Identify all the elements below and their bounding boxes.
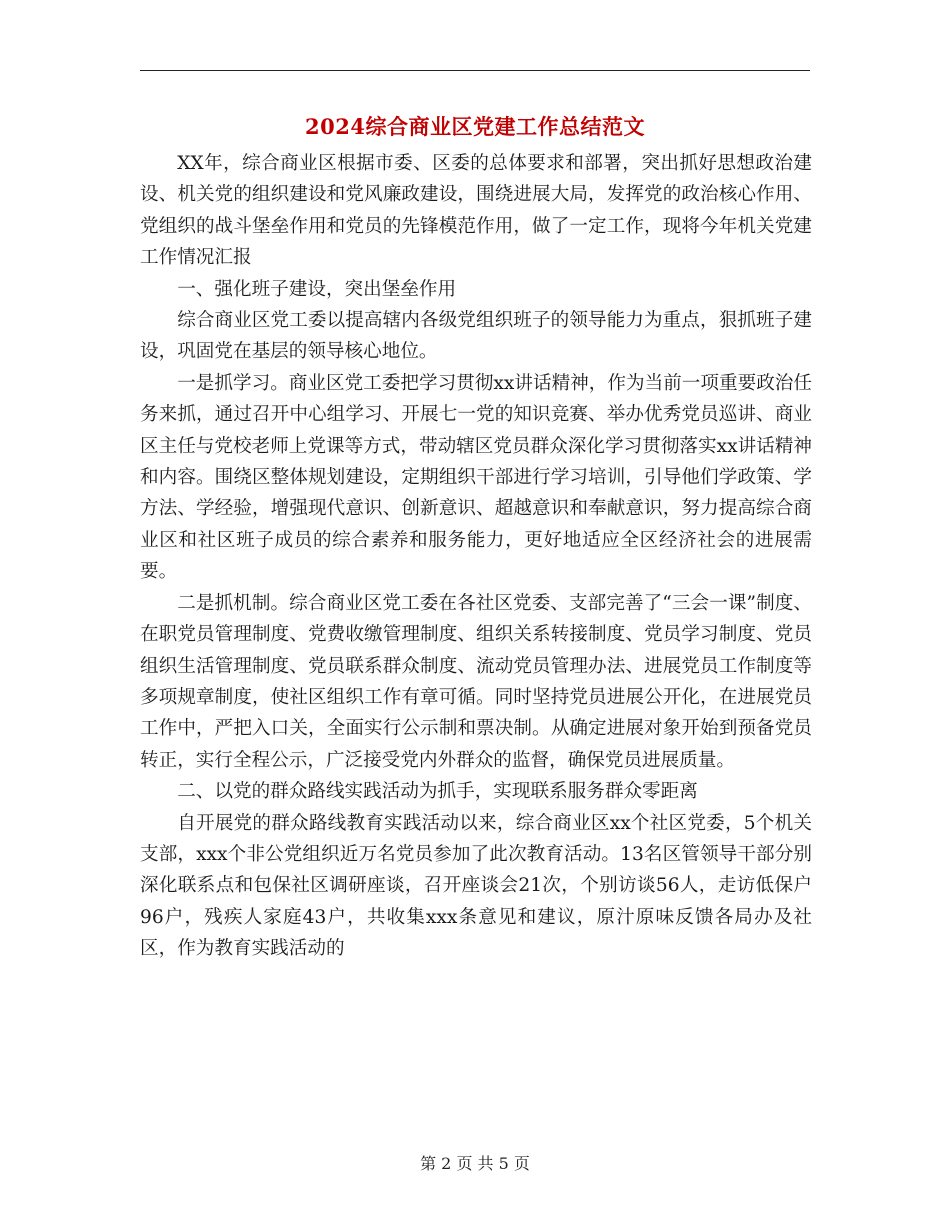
intro-paragraph: XX年，综合商业区根据市委、区委的总体要求和部署，突出抓好思想政治建设、机关党的组织建设和党风廉政建设，围绕进展大局，发挥党的政治核心作用、党组织的战斗堡垒作用和党员的先锋模范作用，做了一定工作，现将今年机关党建工作情况汇报 xyxy=(140,153,812,269)
page-number-footer: 第 2 页 共 5 页 xyxy=(420,1154,530,1173)
body-paragraph: 综合商业区党工委以提高辖内各级党组织班子的领导能力为重点，狠抓班子建设，巩固党在基层的领导核心地位。 xyxy=(140,310,812,363)
body-paragraph: 一是抓学习。商业区党工委把学习贯彻xx讲话精神，作为当前一项重要政治任务来抓，通过召开中心组学习、开展七一党的知识竞赛、举办优秀党员巡讲、商业区主任与党校老师上党课等方式，带动辖区党员群众深化学习贯彻落实xx讲话精神和内容。围绕区整体规划建设，定期组织干部进行学习培训，引导他们学政策、学方法、学经验，增强现代意识、创新意识、超越意识和奉献意识，努力提高综合商业区和社区班子成员的综合素养和服务能力，更好地适应全区经济社会的进展需要。 xyxy=(140,372,812,583)
body-paragraph: 自开展党的群众路线教育实践活动以来，综合商业区xx个社区党委，5个机关支部，xxx个非公党组织近万名党员参加了此次教育活动。13名区管领导干部分别深化联系点和包保社区调研座谈，召开座谈会21次，个别访谈56人，走访低保户96户，残疾人家庭43户，共收集xxx条意见和建议，原汁原味反馈各局办及社区，作为教育实践活动的 xyxy=(140,812,812,960)
document-body xyxy=(140,148,812,965)
body-paragraph: 二是抓机制。综合商业区党工委在各社区党委、支部完善了“三会一课”制度、在职党员管理制度、党费收缴管理制度、组织关系转接制度、党员学习制度、党员组织生活管理制度、党员联系群众制度、流动党员管理办法、进展党员工作制度等多项规章制度，使社区组织工作有章可循。同时坚持党员进展公开化，在进展党员工作中，严把入口关，全面实行公示制和票决制。从确定进展对象开始到预备党员转正，实行全程公示，广泛接受党内外群众的监督，确保党员进展质量。 xyxy=(140,592,812,771)
header-rule xyxy=(140,70,810,71)
section-heading-1: 一、强化班子建设，突出堡垒作用 xyxy=(177,278,457,300)
document-title: 2024综合商业区党建工作总结范文 xyxy=(305,114,645,139)
section-heading-2: 二、以党的群众路线实践活动为抓手，实现联系服务群众零距离 xyxy=(177,781,698,803)
